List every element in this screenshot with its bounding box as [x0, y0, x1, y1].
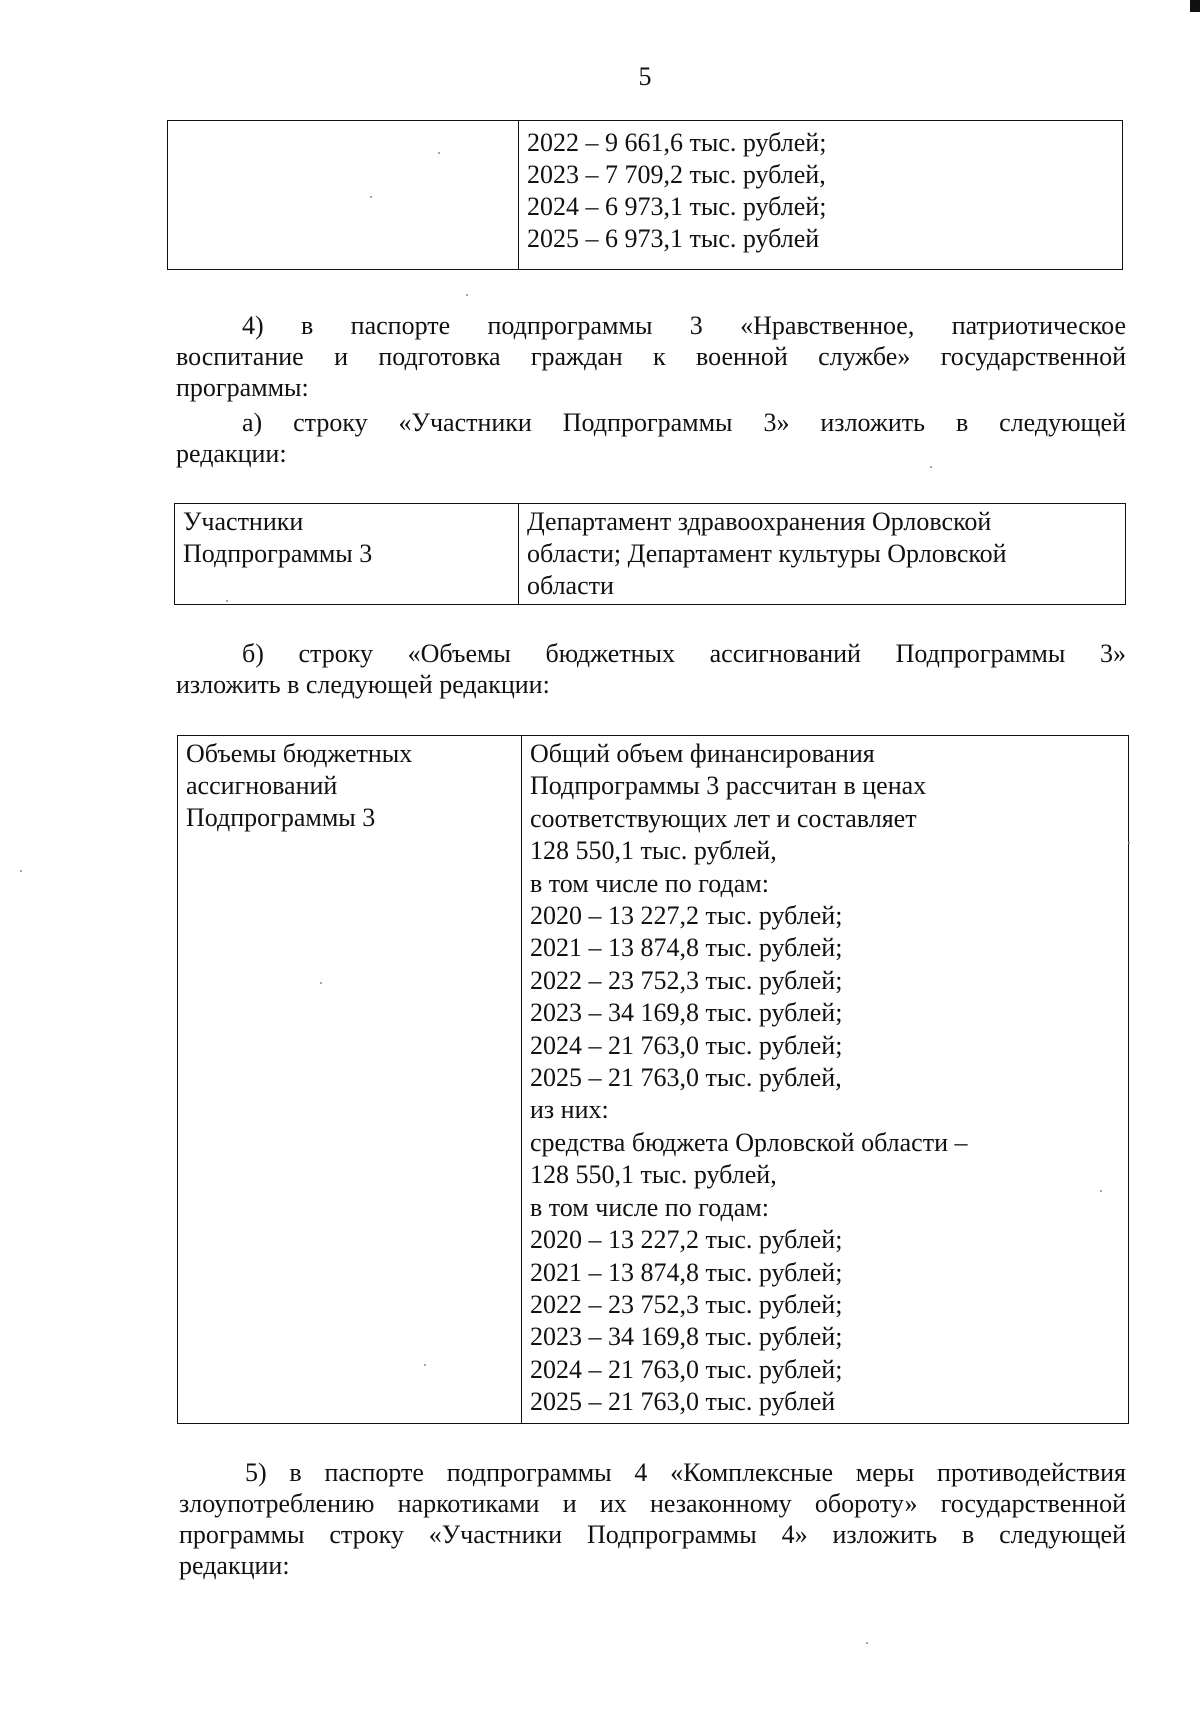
cell-line: Общий объем финансирования	[530, 739, 875, 768]
scan-speck	[1100, 1190, 1102, 1192]
cell-line: соответствующих лет и составляет	[530, 803, 917, 833]
cell-line: 2022 – 23 752,3 тыс. рублей;	[530, 965, 843, 995]
table-row	[178, 736, 1129, 1424]
scan-speck	[438, 152, 440, 154]
cell-line: из них:	[530, 1095, 609, 1125]
cell-line: 2025 – 21 763,0 тыс. рублей	[530, 1387, 836, 1417]
table-cell-right	[519, 121, 1123, 270]
cell-line: Подпрограммы 3	[183, 539, 373, 568]
cell-line: 2021 – 13 874,8 тыс. рублей;	[530, 1257, 843, 1287]
cell-line: 2020 – 13 227,2 тыс. рублей;	[530, 1225, 843, 1255]
cell-line: области	[527, 571, 614, 600]
paragraph-4	[176, 310, 1126, 403]
scan-speck	[20, 870, 22, 872]
cell-line: средства бюджета Орловской области –	[530, 1127, 968, 1157]
scan-speck	[466, 294, 468, 296]
paragraph-line: б) строку «Объемы бюджетных ассигнований Подпрограммы 3»	[242, 639, 1126, 668]
paragraph-line: изложить в следующей редакции:	[176, 670, 550, 699]
cell-line: 2025 – 21 763,0 тыс. рублей,	[530, 1063, 842, 1093]
cell-line: 128 550,1 тыс. рублей,	[530, 836, 777, 866]
cell-line: в том числе по годам:	[530, 1192, 769, 1222]
paragraph-line: редакции:	[176, 439, 287, 468]
paragraph-line: 5) в паспорте подпрограммы 4 «Комплексные меры противодействия	[245, 1458, 1126, 1487]
cell-line: 2023 – 34 169,8 тыс. рублей;	[530, 1322, 843, 1352]
cell-line: ассигнований	[186, 771, 338, 800]
cell-line: Подпрограммы 3	[186, 803, 376, 832]
cell-line: Подпрограммы 3 рассчитан в ценах	[530, 771, 927, 801]
paragraph-4a	[176, 407, 1126, 469]
scan-speck	[424, 1364, 426, 1366]
paragraph-line: редакции:	[179, 1551, 290, 1580]
scan-speck	[320, 982, 322, 984]
table-cell-left	[178, 736, 522, 1424]
paragraph-line: а) строку «Участники Подпрограммы 3» изложить в следующей	[242, 408, 1126, 437]
participants-table	[174, 503, 1126, 605]
cell-line: 2020 – 13 227,2 тыс. рублей;	[530, 901, 843, 931]
paragraph-5	[179, 1457, 1126, 1581]
cell-line: 128 550,1 тыс. рублей,	[530, 1160, 777, 1190]
scan-speck	[1128, 842, 1130, 844]
budget-allocations-table	[177, 735, 1129, 1424]
cell-line: Участники	[183, 507, 304, 536]
cell-line: 2022 – 23 752,3 тыс. рублей;	[530, 1289, 843, 1319]
paragraph-line: программы строку «Участники Подпрограммы 4» изложить в следующей	[179, 1520, 1126, 1549]
table-row	[168, 121, 1123, 270]
funding-continuation-table	[167, 120, 1123, 270]
page-number: 5	[638, 62, 652, 91]
cell-line: в том числе по годам:	[530, 868, 769, 898]
table-cell-left	[168, 121, 519, 270]
cell-line: 2024 – 21 763,0 тыс. рублей;	[530, 1354, 843, 1384]
scan-speck	[370, 196, 372, 198]
table-cell-left	[175, 504, 519, 605]
funding-line: 2025 – 6 973,1 тыс. рублей	[527, 224, 820, 253]
paragraph-line: злоупотреблению наркотиками и их незаконному обороту» государственной	[179, 1489, 1126, 1518]
table-row	[175, 504, 1126, 605]
paragraph-line: программы:	[176, 373, 309, 402]
cell-line: 2023 – 34 169,8 тыс. рублей;	[530, 998, 843, 1028]
funding-line: 2023 – 7 709,2 тыс. рублей,	[527, 160, 826, 189]
funding-line: 2024 – 6 973,1 тыс. рублей;	[527, 192, 827, 221]
scan-corner-mark	[1190, 0, 1200, 12]
table-cell-right	[522, 736, 1129, 1424]
scan-speck	[866, 1642, 868, 1644]
paragraph-line: 4) в паспорте подпрограммы 3 «Нравственное, патриотическое	[242, 311, 1126, 340]
table-cell-right	[519, 504, 1126, 605]
cell-line: области; Департамент культуры Орловской	[527, 539, 1007, 568]
cell-line: Департамент здравоохранения Орловской	[527, 507, 992, 536]
scan-speck	[930, 466, 932, 468]
paragraph-line: воспитание и подготовка граждан к военной службе» государственной	[176, 342, 1126, 371]
funding-line: 2022 – 9 661,6 тыс. рублей;	[527, 128, 827, 157]
cell-line: 2024 – 21 763,0 тыс. рублей;	[530, 1030, 843, 1060]
cell-line: 2021 – 13 874,8 тыс. рублей;	[530, 933, 843, 963]
scan-speck	[226, 600, 228, 602]
paragraph-4b	[176, 638, 1126, 700]
cell-line: Объемы бюджетных	[186, 739, 413, 768]
